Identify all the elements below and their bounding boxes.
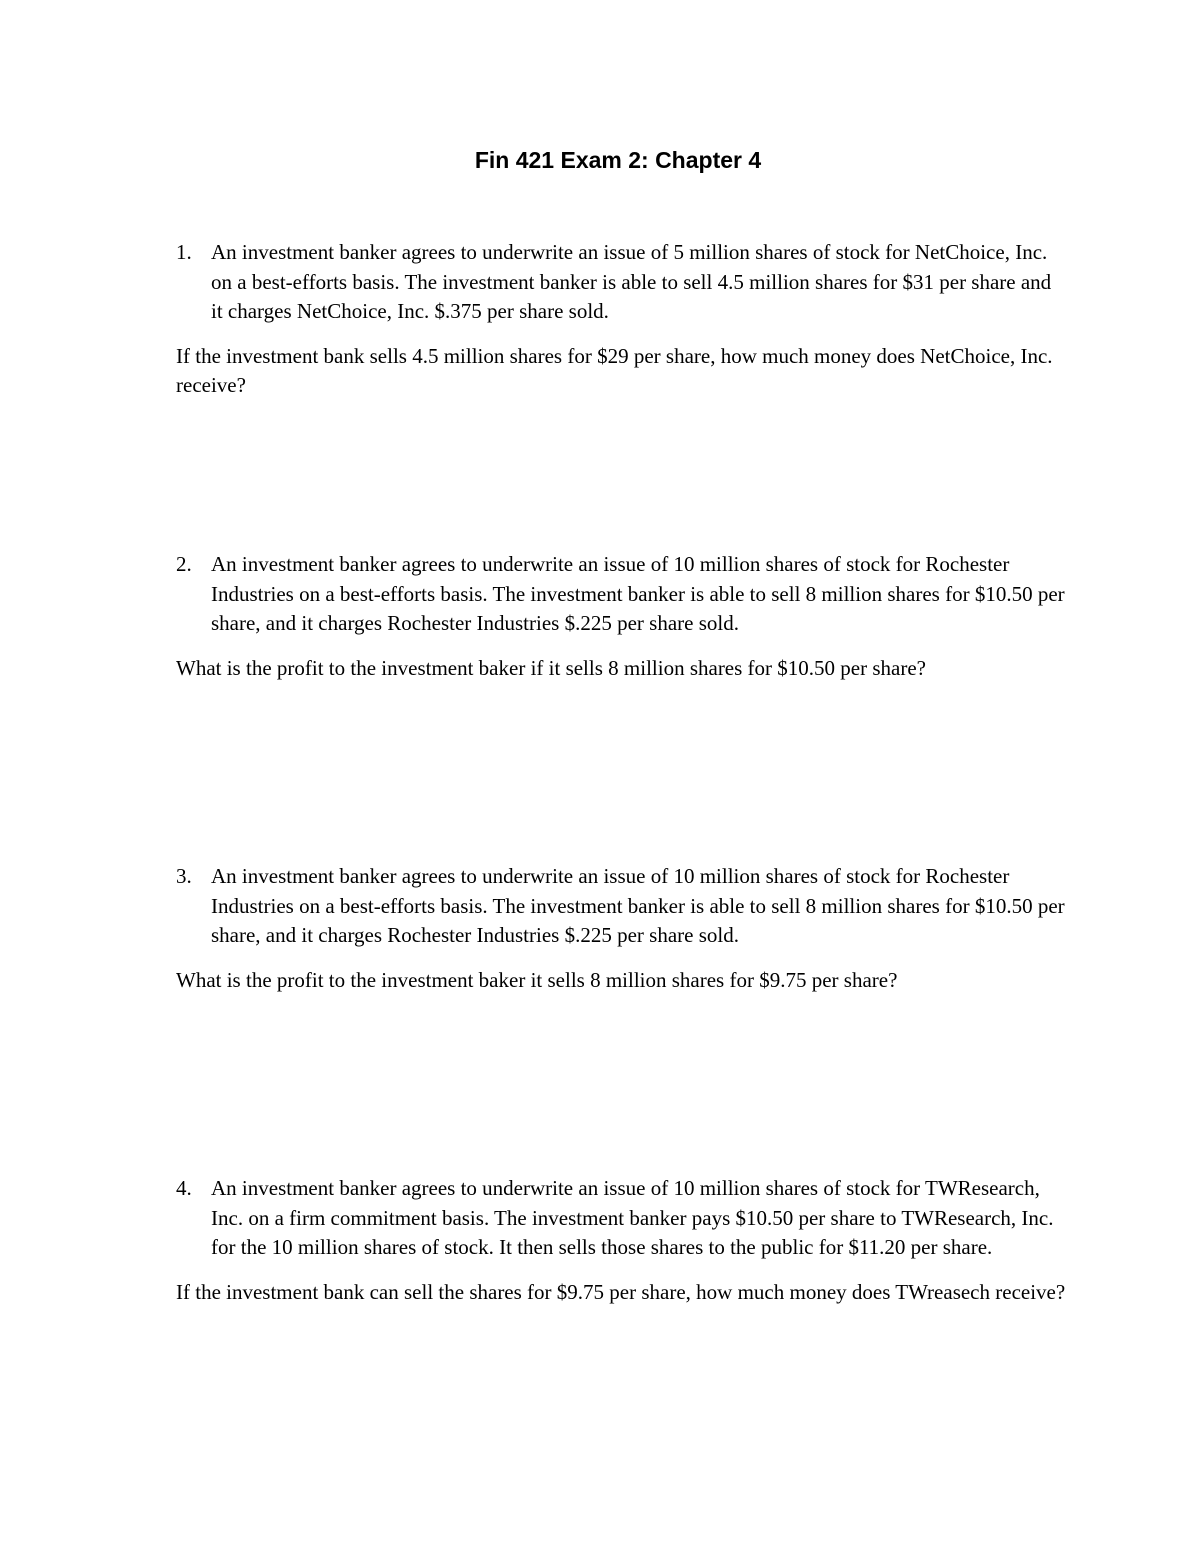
question-statement <box>176 550 1066 639</box>
question-prompt: If the investment bank can sell the shares for $9.75 per share, how much money does TWreasech receive? <box>176 1279 1066 1304</box>
question-statement-text: An investment banker agrees to underwrite an issue of 10 million shares of stock for Rochester Industries on a best-efforts basis. The investment banker is able to sell 8 million shares for $10.50 per share, and it charges Rochester Industries $.225 per share sold. <box>211 864 1065 947</box>
question-block <box>176 550 1066 683</box>
question-statement-text: An investment banker agrees to underwrite an issue of 10 million shares of stock for TWResearch, Inc. on a firm commitment basis. The investment banker pays $10.50 per share to TWResearch, Inc. for the 10 million shares of stock. It then sells those shares to the public for $11.20 per share. <box>211 1176 1054 1259</box>
question-prompt: If the investment bank sells 4.5 million shares for $29 per share, how much money does NetChoice, Inc. receive? <box>176 343 1053 397</box>
question-block <box>176 862 1066 995</box>
question-statement <box>176 238 1066 327</box>
question-block <box>176 1174 1066 1307</box>
question-statement-text: An investment banker agrees to underwrite an issue of 10 million shares of stock for Rochester Industries on a best-efforts basis. The investment banker is able to sell 8 million shares for $10.50 per share, and it charges Rochester Industries $.225 per share sold. <box>211 552 1065 635</box>
question-number: 3. <box>176 864 192 888</box>
question-statement <box>176 862 1066 951</box>
question-number: 1. <box>176 240 192 264</box>
question-statement-text: An investment banker agrees to underwrite an issue of 5 million shares of stock for NetChoice, Inc. on a best-efforts basis. The investment banker is able to sell 4.5 million shares for $31 per share and it charges NetChoice, Inc. $.375 per share sold. <box>211 240 1052 323</box>
question-number: 2. <box>176 552 192 576</box>
question-prompt: What is the profit to the investment baker if it sells 8 million shares for $10.50 per share? <box>176 655 926 680</box>
question-number: 4. <box>176 1176 192 1200</box>
page-title: Fin 421 Exam 2: Chapter 4 <box>474 147 762 173</box>
question-block <box>176 238 1066 401</box>
question-prompt: What is the profit to the investment baker it sells 8 million shares for $9.75 per share? <box>176 967 898 992</box>
question-statement <box>176 1174 1066 1263</box>
